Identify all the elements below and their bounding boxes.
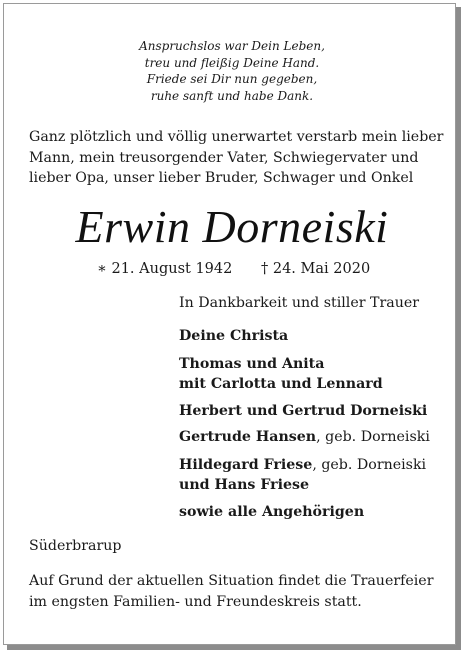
- mourner-maiden-name: , geb. Dorneiski: [312, 457, 427, 473]
- deceased-name: Erwin Dorneiski: [75, 201, 389, 252]
- mourner: [179, 427, 430, 447]
- closing-line: im engsten Familien- und Freundeskreis statt.: [29, 593, 362, 610]
- poem-line: Anspruchslos war Dein Leben,: [139, 39, 325, 53]
- death-date: † 24. Mai 2020: [261, 261, 371, 277]
- poem-line: treu und fleißig Deine Hand.: [144, 55, 320, 70]
- frame-shadow-bottom: [7, 645, 461, 650]
- intro-line: lieber Opa, unser lieber Bruder, Schwager und Onkel: [29, 170, 414, 186]
- mourner-name: mit Carlotta und Lennard: [179, 376, 383, 392]
- mourner-name: Hildegard Friese: [179, 457, 313, 473]
- mourner: [179, 326, 288, 346]
- intro-line: Mann, mein treusorgender Vater, Schwiegervater und: [29, 149, 419, 166]
- mourner-name: Thomas und Anita: [179, 356, 325, 372]
- mourner-name: Deine Christa: [179, 328, 289, 344]
- mourner: [179, 401, 427, 421]
- mourner-name: und Hans Friese: [179, 477, 310, 493]
- mourner: [179, 354, 383, 394]
- mourner-name: Herbert und Gertrud Dorneiski: [179, 403, 428, 419]
- poem-line: Friede sei Dir nun gegeben,: [146, 72, 318, 86]
- intro-text: [29, 127, 444, 189]
- mourner-name: sowie alle Angehörigen: [179, 504, 365, 520]
- mourner-maiden-name: , geb. Dorneiski: [316, 429, 430, 445]
- intro-line: Ganz plötzlich und völlig unerwartet verstarb mein lieber: [29, 129, 444, 145]
- mourner: [179, 502, 364, 522]
- mourner-name: Gertrude Hansen: [179, 429, 317, 445]
- closing-note: [29, 571, 439, 612]
- poem: [0, 38, 464, 104]
- place: Süderbrarup: [29, 538, 122, 554]
- closing-line: Auf Grund der aktuellen Situation findet die Trauerfeier: [29, 573, 434, 589]
- birth-date: ∗ 21. August 1942: [97, 261, 233, 277]
- mourning-line: In Dankbarkeit und stiller Trauer: [179, 295, 420, 311]
- poem-line: ruhe sanft und habe Dank.: [150, 88, 314, 103]
- mourner: [179, 455, 426, 495]
